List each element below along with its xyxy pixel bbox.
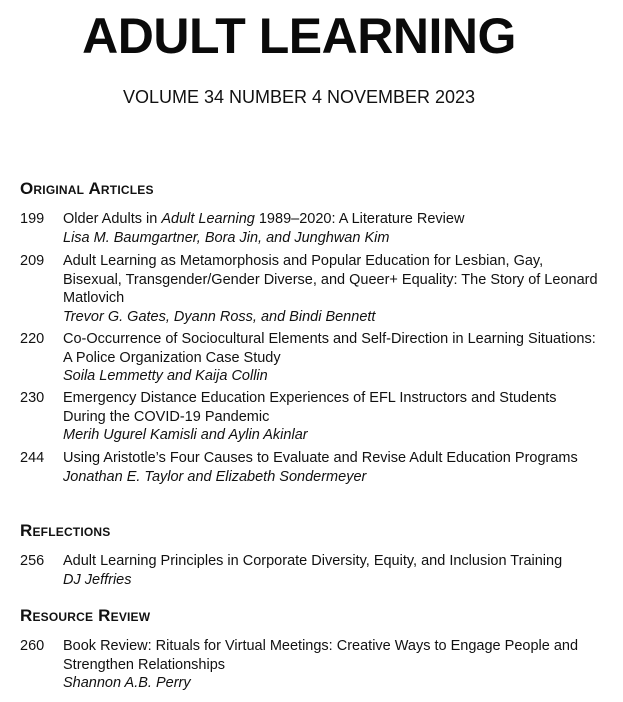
toc-entry — [20, 637, 600, 693]
article-authors: Merih Ugurel Kamisli and Aylin Akinlar — [63, 427, 308, 443]
toc-entry — [20, 252, 600, 326]
page-number: 244 — [20, 450, 45, 466]
article-title: Adult Learning Principles in Corporate Diversity, Equity, and Inclusion Training — [63, 553, 563, 569]
article-title: Emergency Distance Education Experiences of EFL Instructors and Students During the COVID-19 Pandemic — [63, 390, 557, 425]
section-heading-resource-review: Resource Review — [20, 606, 151, 625]
article-authors: Soila Lemmetty and Kaija Collin — [63, 368, 268, 384]
section-heading-reflections: Reflections — [20, 521, 111, 540]
toc-entry — [20, 552, 600, 589]
toc-entry — [20, 210, 600, 247]
page-number: 199 — [20, 211, 45, 227]
page-number: 230 — [20, 390, 45, 406]
toc-entry — [20, 330, 600, 386]
article-authors: DJ Jeffries — [63, 571, 132, 588]
article-authors: Lisa M. Baumgartner, Bora Jin, and Junghwan Kim — [63, 229, 390, 246]
page-number: 220 — [20, 331, 45, 347]
article-title: Book Review: Rituals for Virtual Meetings: Creative Ways to Engage People and Strengthen Relationships — [63, 638, 579, 673]
page-number: 256 — [20, 553, 45, 569]
issue-line: VOLUME 34 NUMBER 4 NOVEMBER 2023 — [122, 87, 476, 107]
article-authors: Trevor G. Gates, Dyann Ross, and Bindi Bennett — [63, 308, 376, 325]
journal-title: ADULT LEARNING — [82, 8, 516, 64]
article-authors: Jonathan E. Taylor and Elizabeth Sondermeyer — [63, 468, 367, 485]
page-number: 260 — [20, 638, 45, 654]
toc-entry — [20, 449, 600, 486]
article-authors: Shannon A.B. Perry — [63, 675, 191, 691]
section-heading-original-articles: Original Articles — [20, 179, 154, 198]
article-title: Adult Learning as Metamorphosis and Popular Education for Lesbian, Gay, Bisexual, Transgender/Gender Diverse, and Queer+ Equality: The Story of Leonard Matlovich — [63, 253, 598, 306]
article-title: Using Aristotle’s Four Causes to Evaluate and Revise Adult Education Programs — [63, 450, 578, 466]
toc-entry — [20, 389, 600, 445]
article-title: Co-Occurrence of Sociocultural Elements and Self-Direction in Learning Situations: A Police Organization Case Study — [63, 331, 596, 366]
journal-name-italic: Adult Learning — [161, 211, 255, 227]
page-number: 209 — [20, 253, 45, 269]
article-title: Older Adults in Adult Learning 1989–2020: A Literature Review — [63, 211, 465, 227]
